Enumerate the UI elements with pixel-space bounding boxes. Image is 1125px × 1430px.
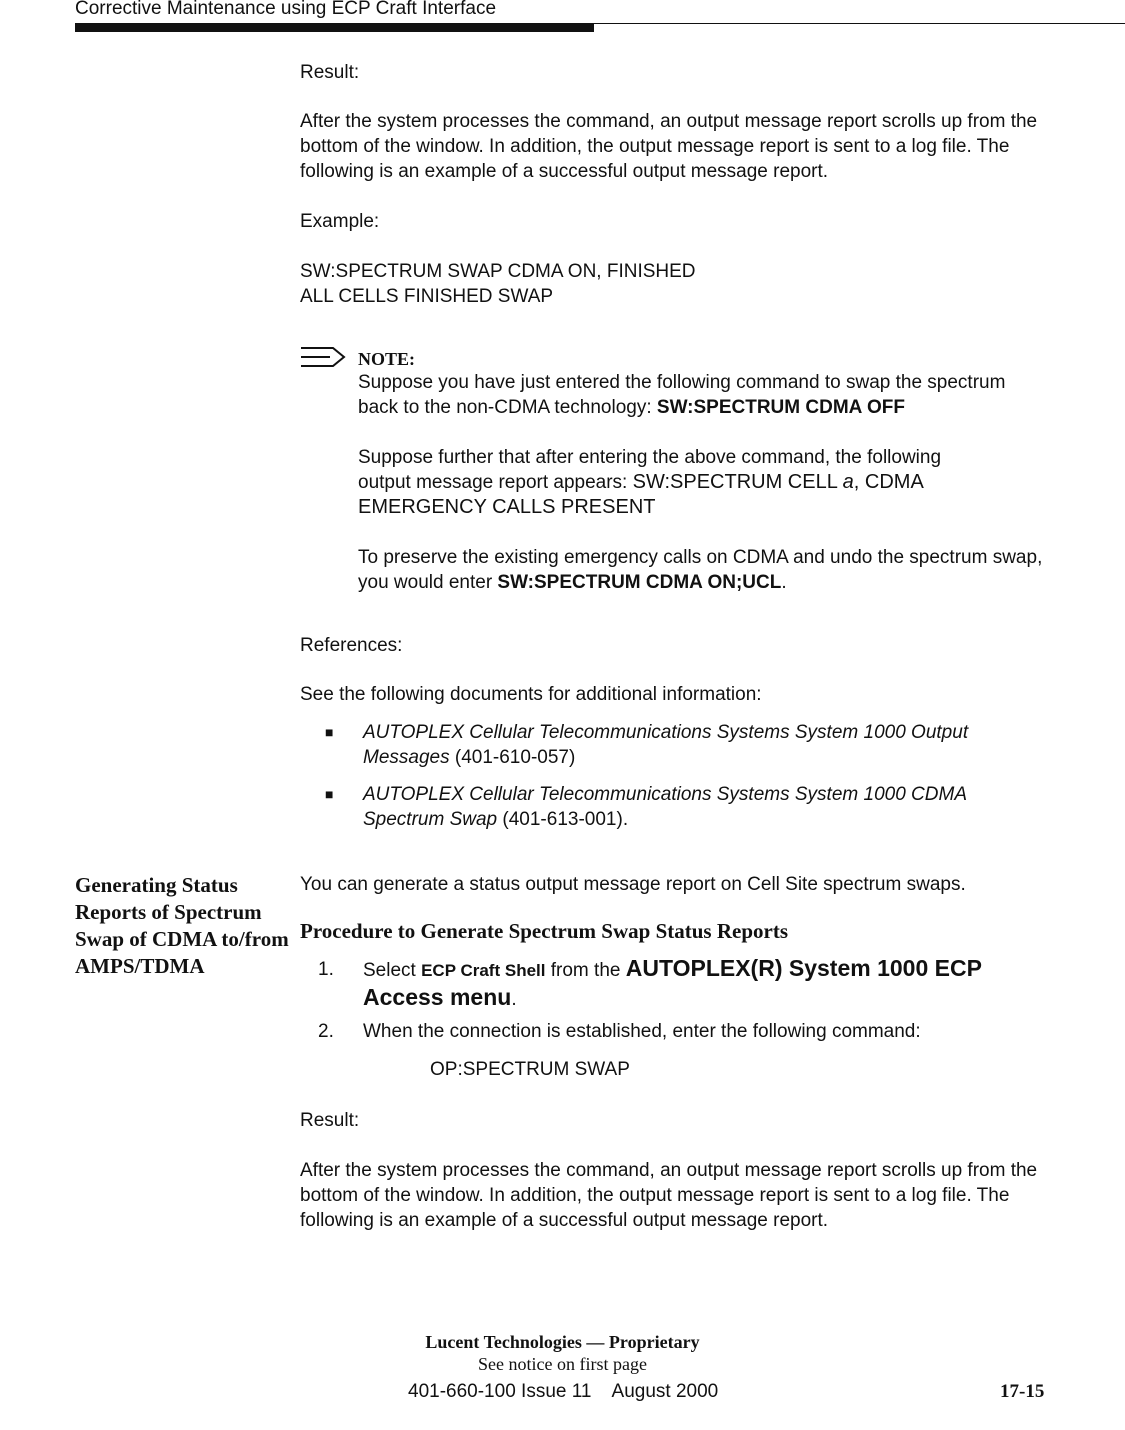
running-header: Corrective Maintenance using ECP Craft Interface [75,0,497,19]
step-number: 1. [318,959,334,980]
page-number: 17-15 [1000,1381,1045,1402]
procedure-heading: Procedure to Generate Spectrum Swap Status Reports [300,919,788,943]
result-paragraph: After the system processes the command, an output message report scrolls up from the bottom of the window. In addition, the output message report is sent to a log file. The following is an example of a successful output message report. [300,1160,1038,1231]
result-label: Result: [300,1110,360,1131]
note-message-variable: a [842,471,854,493]
note-paragraph [358,545,1053,595]
step-menu-name: AUTOPLEX(R) System 1000 ECP Access menu [363,955,982,1010]
note-command: SW:SPECTRUM CDMA ON;UCL [497,572,782,593]
header-rule-bar [75,24,594,32]
note-paragraph [358,445,998,520]
step-shell-name: ECP Craft Shell [421,961,546,980]
step-text-part: Select [363,960,422,981]
references-intro: See the following documents for additional information: [300,684,762,705]
step-number: 2. [318,1021,334,1042]
bullet-icon: ■ [325,786,334,802]
note-arrow-icon [300,346,346,368]
reference-code: (401-613-001). [497,809,629,830]
reference-text [363,720,1043,770]
note-message-text: SW:SPECTRUM CELL [632,471,843,493]
footer-doc-info: 401-660-100 Issue 11 August 2000 [408,1381,719,1402]
example-label: Example: [300,211,380,232]
footer-company: Lucent Technologies — Proprietary [425,1332,700,1352]
command-line: OP:SPECTRUM SWAP [430,1059,630,1080]
example-line: SW:SPECTRUM SWAP CDMA ON, FINISHED [300,261,696,282]
step-text [363,955,1063,1013]
reference-title: AUTOPLEX Cellular Telecommunications Systems System 1000 CDMA Spectrum Swap [363,784,967,830]
procedure-step-1 [0,955,1125,1015]
note-label: NOTE: [358,349,416,369]
footer-notice: See notice on first page [478,1354,647,1374]
note-message-text: , CDMA EMERGENCY CALLS PRESENT [358,471,923,518]
side-heading: Generating Status Reports of Spectrum Swap of CDMA to/from AMPS/TDMA [75,873,289,978]
example-line: ALL CELLS FINISHED SWAP [300,286,554,307]
note-text: . [781,572,787,593]
reference-title: AUTOPLEX Cellular Telecommunications Systems System 1000 Output Messages [363,722,969,768]
note-text: Suppose you have just entered the following command to swap the spectrum back to the non-CDMA technology: [358,372,1006,418]
step-text-part: . [511,989,517,1010]
step-text: When the connection is established, enter the following command: [363,1021,921,1042]
step-text-part: from the [545,960,626,981]
reference-code: (401-610-057) [449,747,576,768]
reference-text [363,782,1043,832]
note-text: Suppose further that after entering the above command, the following output message report appears: [358,447,942,493]
references-label: References: [300,635,403,656]
result-paragraph: After the system processes the command, an output message report scrolls up from the bottom of the window. In addition, the output message report is sent to a log file. The following is an example of a successful output message report. [300,111,1038,182]
note-command: SW:SPECTRUM CDMA OFF [656,397,905,418]
note-text: To preserve the existing emergency calls on CDMA and undo the spectrum swap, you would enter [358,547,1043,593]
result-label: Result: [300,62,360,83]
note-paragraph [358,370,1048,420]
procedure-step-2 [0,1019,1125,1045]
section-intro: You can generate a status output message report on Cell Site spectrum swaps. [300,874,966,895]
bullet-icon: ■ [325,724,334,740]
